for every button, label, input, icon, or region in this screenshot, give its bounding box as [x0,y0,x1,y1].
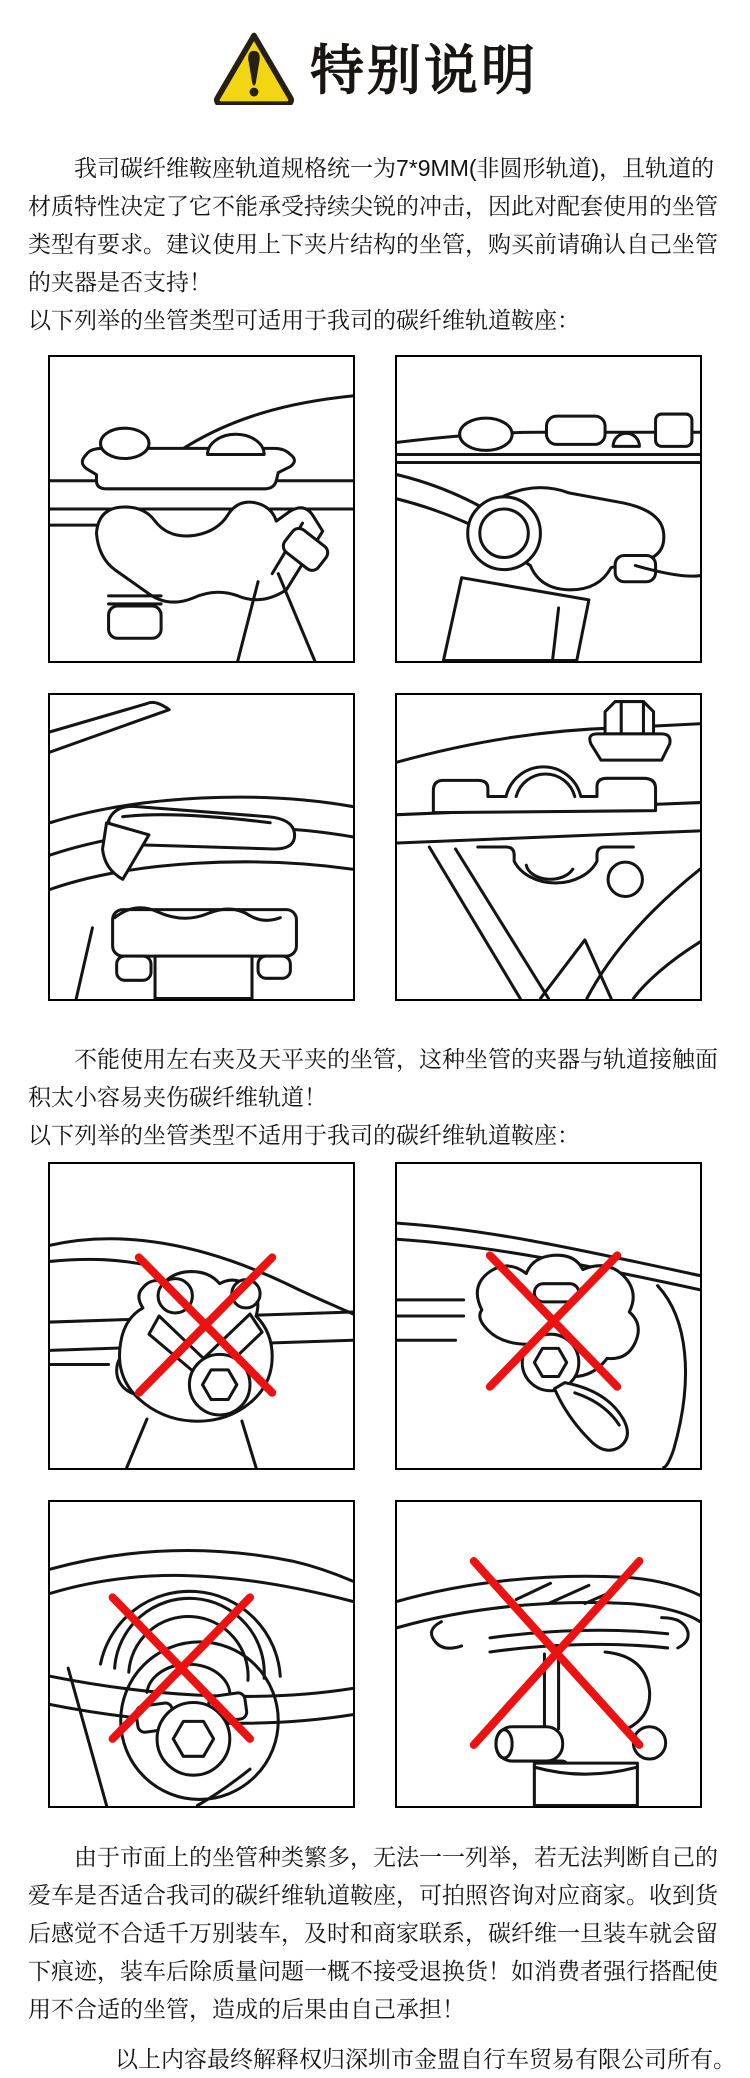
page-root [0,28,750,2078]
incompatible-illustration-2 [395,1162,702,1470]
compatible-illustration-2 [395,355,702,663]
page-title: 特别说明 [310,41,538,101]
compatible-grid [48,355,702,1001]
incompatible-illustration-1 [48,1162,355,1470]
intro-paragraph: 我司碳纤维鞍座轨道规格统一为7*9MM(非圆形轨道)，且轨道的材质特性决定了它不能承受持续尖锐的冲击，因此对配套使用的坐管类型有要求。建议使用上下夹片结构的坐管，购买前请确认自己坐管的夹器是否支持！ [28,155,718,295]
compatible-heading: 以下列举的坐管类型可适用于我司的碳纤维轨道鞍座： [28,307,580,333]
incompatible-illustration-3 [48,1500,355,1808]
incompatible-heading: 以下列举的坐管类型不适用于我司的碳纤维轨道鞍座： [28,1122,580,1148]
copyright-footer: 以上内容最终解释权归深圳市金盟自行车贸易有限公司所有。 [115,2046,736,2072]
compatible-illustration-4 [395,693,702,1001]
compatible-illustration-3 [48,693,355,1001]
warning-triangle-icon [212,29,296,105]
header [0,28,750,105]
incompatible-grid [48,1162,702,1808]
incompatible-warning-paragraph: 不能使用左右夹及天平夹的坐管，这种坐管的夹器与轨道接触面积太小容易夹伤碳纤维轨道！ [28,1046,718,1110]
incompatible-illustration-4 [395,1500,702,1808]
compatible-illustration-1 [48,355,355,663]
notice-paragraph: 由于市面上的坐管种类繁多，无法一一列举，若无法判断自己的爱车是否适合我司的碳纤维轨道鞍座，可拍照咨询对应商家。收到货后感觉不合适千万别装车，及时和商家联系，碳纤维一旦装车就会留下痕迹，装车后除质量问题一概不接受退换货！如消费者强行搭配使用不合适的坐管，造成的后果由自己承担！ [28,1844,718,2022]
